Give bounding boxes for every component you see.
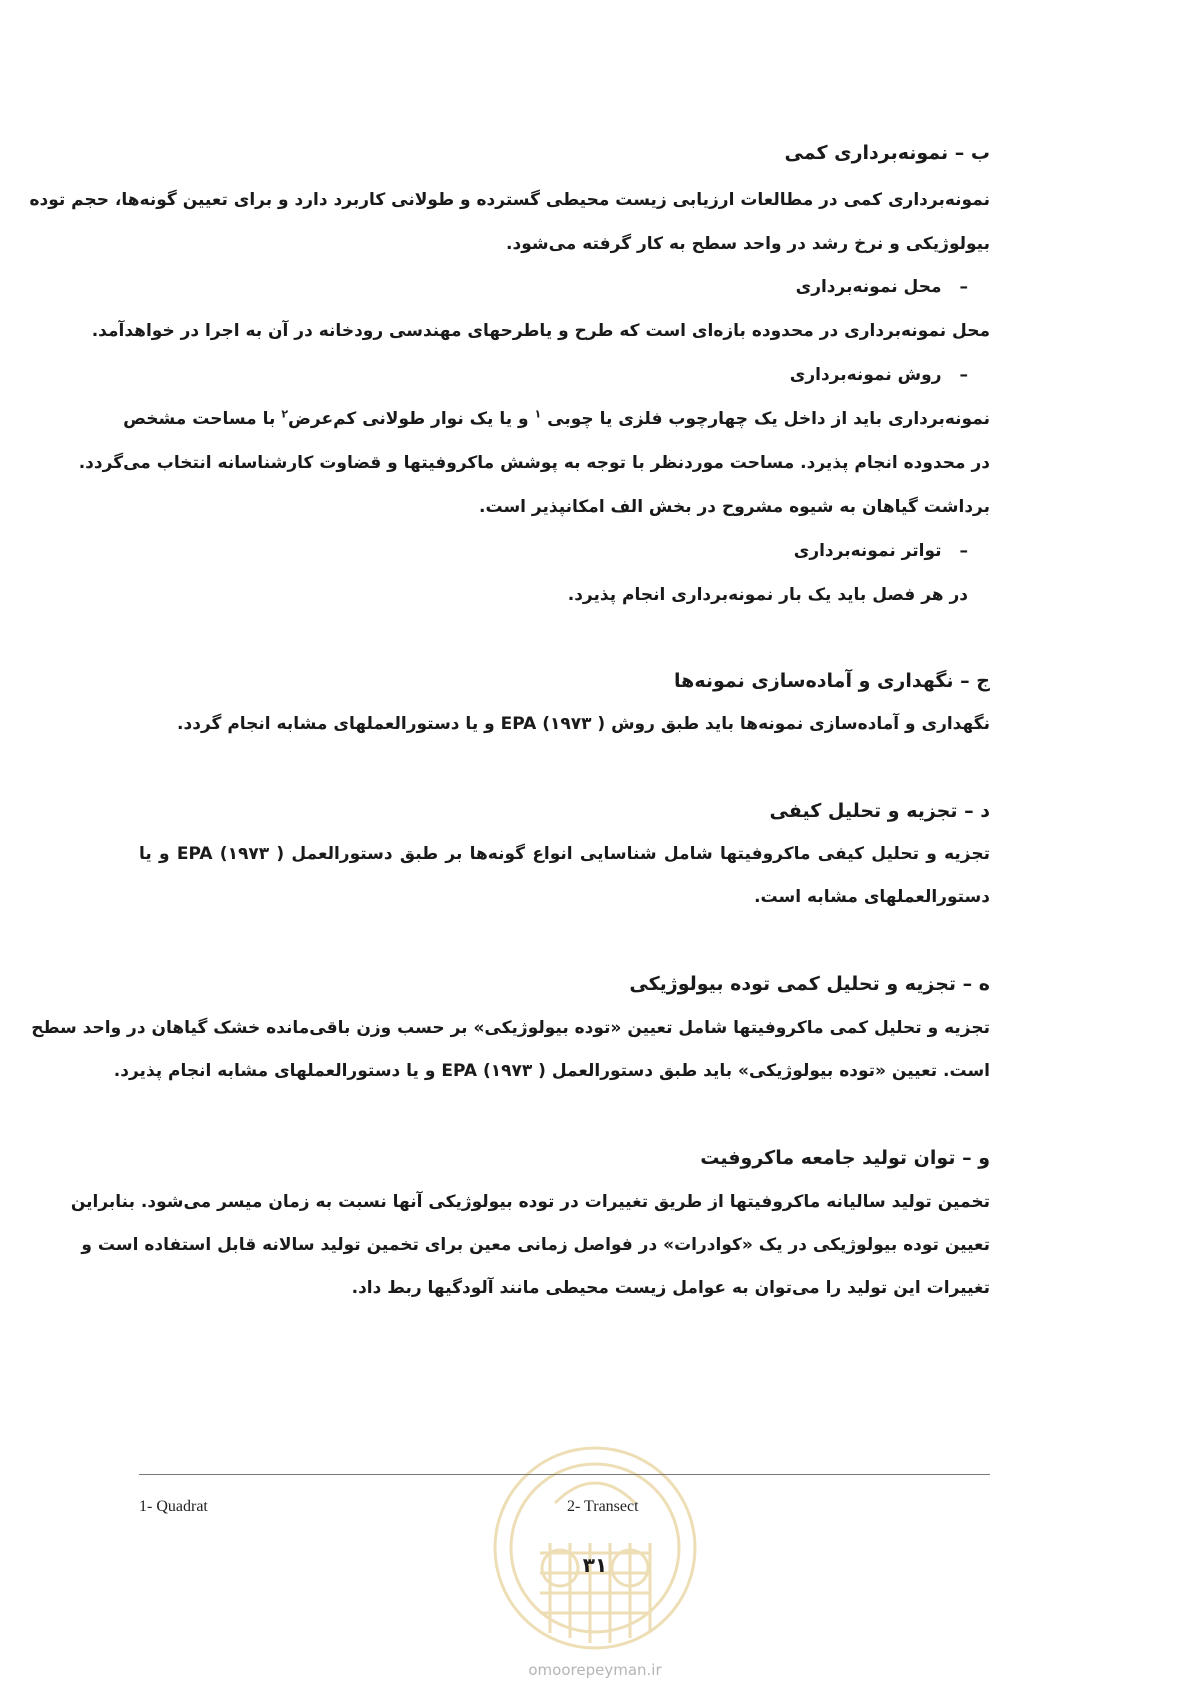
- para-j-line1: نگهداری و آماده‌سازی نمونه‌ها باید طبق روش ( EPA (۱۹۷۳ و یا دستورالعملهای مشابه انجام گردد.: [177, 714, 990, 734]
- para-frequency-line1: در هر فصل باید یک بار نمونه‌برداری انجام پذیرد.: [567, 585, 968, 605]
- subheading-method: –روش نمونه‌برداری: [790, 362, 968, 388]
- subheading-frequency: –تواتر نمونه‌برداری: [794, 538, 968, 564]
- para-method-line3: برداشت گیاهان به شیوه مشروح در بخش الف امکانپذیر است.: [479, 497, 990, 517]
- para-d-line2: دستورالعملهای مشابه است.: [754, 887, 990, 907]
- para-d-line1: تجزیه و تحلیل کیفی ماکروفیتها شامل شناسایی انواع گونه‌ها بر طبق دستورالعمل ( EPA (۱۹۷۳ و یا: [139, 844, 990, 864]
- para-method-line1: نمونه‌برداری باید از داخل یک چهارچوب فلزی یا چوبی $^۱$ و یا یک نوار طولانی کم‌عرض$^۲$ با مساحت مشخص: [123, 407, 990, 429]
- heading-d: د – تجزیه و تحلیل کیفی: [769, 800, 990, 822]
- heading-j: ج – نگهداری و آماده‌سازی نمونه‌ها: [674, 670, 990, 692]
- para-b-line1: نمونه‌برداری کمی در مطالعات ارزیابی زیست محیطی گسترده و طولانی کاربرد دارد و برای تعیین گونه‌ها، حجم توده: [29, 190, 990, 210]
- footnote-1: 1- Quadrat: [139, 1498, 208, 1515]
- page-number: ۳۱: [582, 1553, 608, 1577]
- para-site-line1: محل نمونه‌برداری در محدوده بازه‌ای است که طرح و یاطرحهای مهندسی رودخانه در آن به اجرا در خواهدآمد.: [91, 321, 990, 341]
- para-h-line1: تجزیه و تحلیل کمی ماکروفیتها شامل تعیین «توده بیولوژیکی» بر حسب وزن باقی‌مانده خشک گیاهان در واحد سطح: [31, 1018, 990, 1038]
- para-b-line2: بیولوژیکی و نرخ رشد در واحد سطح به کار گرفته می‌شود.: [506, 234, 990, 254]
- bullet-dash: –: [959, 365, 968, 385]
- heading-h: ه – تجزیه و تحلیل کمی توده بیولوژیکی: [629, 973, 990, 995]
- footnote-ref-2[interactable]: ۲: [281, 407, 289, 421]
- watermark-seal-logo: [480, 1433, 710, 1663]
- bullet-dash: –: [959, 541, 968, 561]
- footnote-ref-1[interactable]: ۱: [534, 407, 542, 421]
- watermark-url[interactable]: omoorepeyman.ir: [528, 1661, 662, 1679]
- heading-v: و – توان تولید جامعه ماکروفیت: [700, 1147, 990, 1169]
- heading-b: ب – نمونه‌برداری کمی: [784, 142, 990, 164]
- para-method-line2: در محدوده انجام پذیرد. مساحت موردنظر با توجه به پوشش ماکروفیتها و قضاوت کارشناسانه انتخاب می‌گردد.: [78, 453, 990, 473]
- para-v-line3: تغییرات این تولید را می‌توان به عوامل زیست محیطی مانند آلودگیها ربط داد.: [351, 1278, 990, 1298]
- para-v-line1: تخمین تولید سالیانه ماکروفیتها از طریق تغییرات در توده بیولوژیکی آنها نسبت به زمان میسر می‌شود. بنابراین: [70, 1192, 990, 1212]
- footnote-2: 2- Transect: [567, 1498, 639, 1515]
- bullet-dash: –: [959, 277, 968, 297]
- para-v-line2: تعیین توده بیولوژیکی در یک «کوادرات» در فواصل زمانی معین برای تخمین تولید سالانه قابل استفاده است و: [81, 1235, 990, 1255]
- subheading-site: –محل نمونه‌برداری: [796, 274, 968, 300]
- para-h-line2: است. تعیین «توده بیولوژیکی» باید طبق دستورالعمل ( EPA (۱۹۷۳ و یا دستورالعملهای مشابه انجام پذیرد.: [113, 1061, 990, 1081]
- footnote-rule: [139, 1474, 990, 1475]
